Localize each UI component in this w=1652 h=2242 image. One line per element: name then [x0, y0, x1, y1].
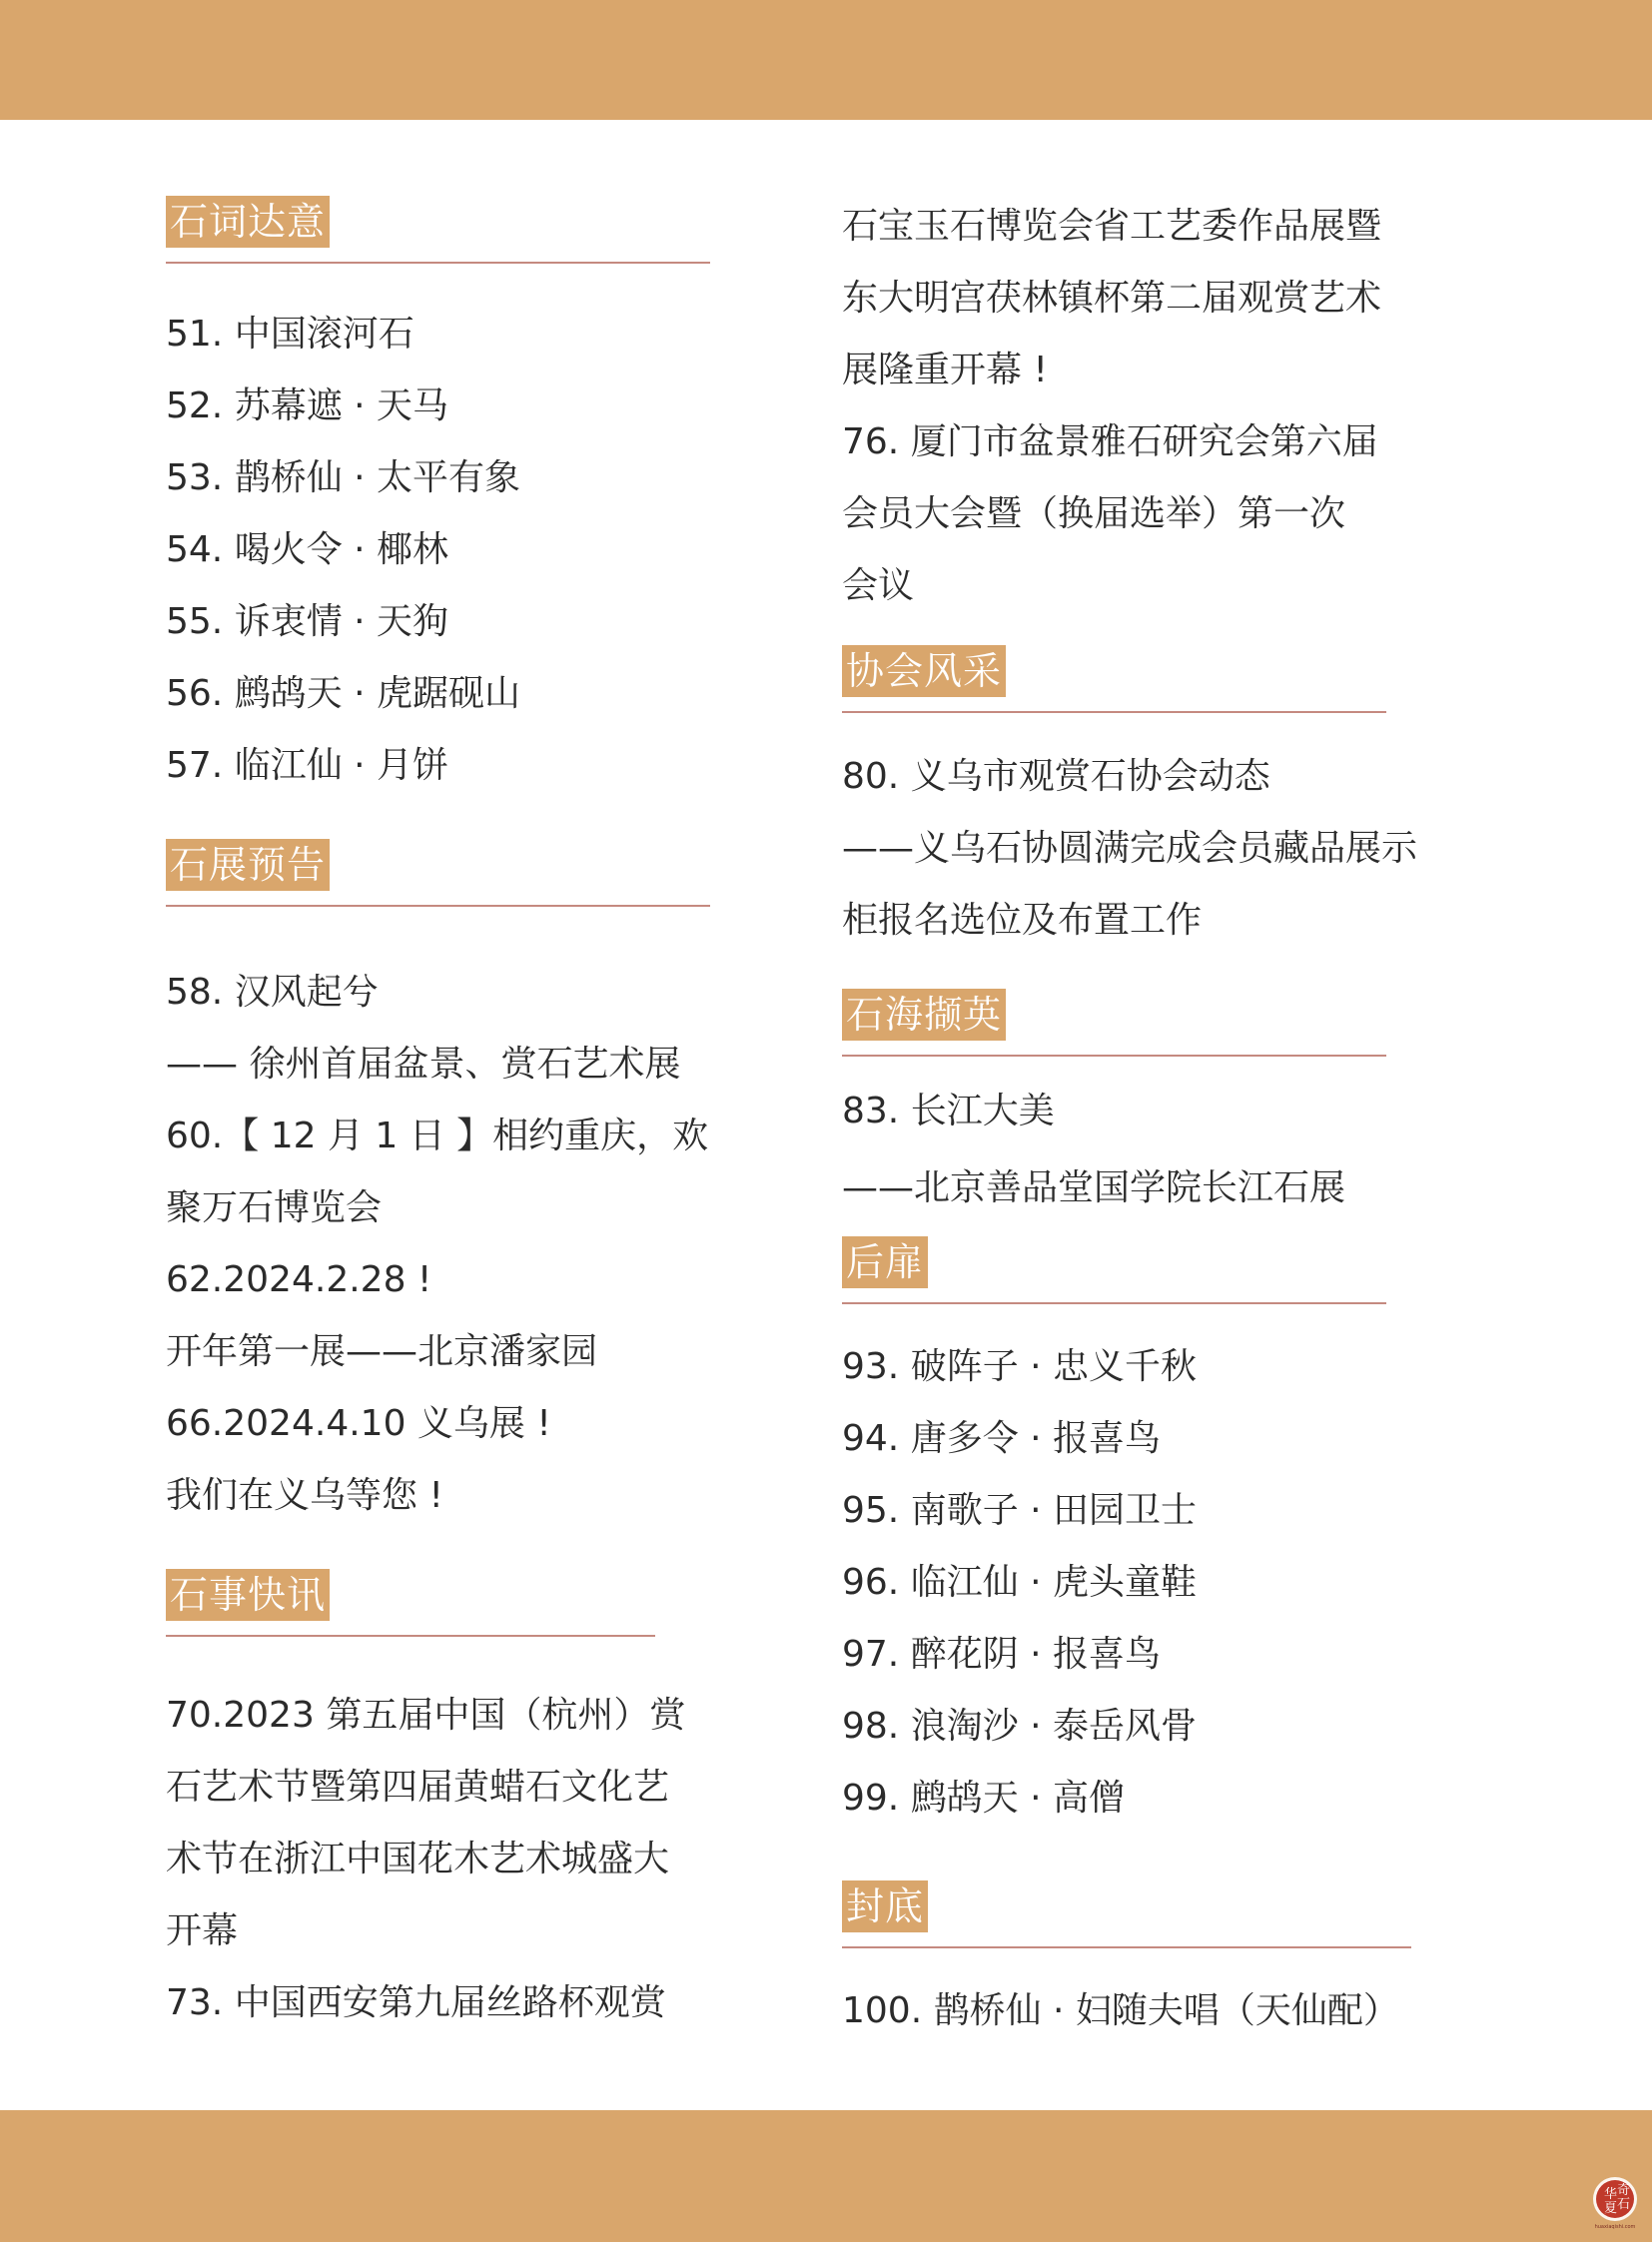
list-item: 石宝玉石博览会省工艺委作品展暨 — [842, 206, 1382, 247]
list-item: 93. 破阵子 · 忠义千秋 — [842, 1346, 1198, 1387]
list-item: 97. 醉花阴 · 报喜鸟 — [842, 1634, 1162, 1675]
list-item: 57. 临江仙 · 月饼 — [166, 745, 449, 786]
list-item: 70.2023 第五届中国（杭州）赏 — [166, 1695, 686, 1736]
svg-text:石: 石 — [1617, 2197, 1631, 2212]
list-item: 54. 喝火令 · 椰林 — [166, 529, 449, 570]
section-title: 后扉 — [842, 1236, 928, 1288]
list-item: 51. 中国滚河石 — [166, 314, 414, 355]
list-item: 96. 临江仙 · 虎头童鞋 — [842, 1562, 1198, 1603]
svg-text:夏: 夏 — [1604, 2201, 1618, 2216]
list-item: 55. 诉衷情 · 天狗 — [166, 601, 449, 642]
list-item: 95. 南歌子 · 田园卫士 — [842, 1490, 1198, 1531]
list-item: 66.2024.4.10 义乌展 ! — [166, 1403, 551, 1444]
svg-text:奇: 奇 — [1617, 2183, 1631, 2198]
list-item: 58. 汉风起兮 — [166, 972, 379, 1013]
list-item: 76. 厦门市盆景雅石研究会第六届 — [842, 421, 1378, 462]
list-item: 我们在义乌等您 ! — [166, 1475, 443, 1516]
list-item: 52. 苏幕遮 · 天马 — [166, 385, 449, 426]
list-item: ——义乌石协圆满完成会员藏品展示 — [842, 828, 1418, 869]
list-item: 98. 浪淘沙 · 泰岳风骨 — [842, 1706, 1198, 1747]
list-item: 东大明宫茯林镇杯第二届观赏艺术 — [842, 278, 1382, 319]
top-band — [0, 0, 1652, 120]
svg-text:huaxiaqishi.com: huaxiaqishi.com — [1594, 2224, 1636, 2230]
list-item: 聚万石博览会 — [166, 1187, 383, 1228]
section-rule — [842, 1946, 1411, 1948]
list-item: 100. 鹊桥仙 · 妇随夫唱（天仙配） — [842, 1990, 1399, 2031]
list-item: 53. 鹊桥仙 · 太平有象 — [166, 457, 521, 498]
section-rule — [842, 1055, 1386, 1057]
list-item: 会议 — [842, 565, 915, 606]
section-title: 石事快讯 — [166, 1569, 330, 1621]
svg-text:华: 华 — [1604, 2187, 1618, 2202]
section-rule — [842, 1302, 1386, 1304]
list-item: 开年第一展——北京潘家园 — [166, 1331, 598, 1372]
bottom-band — [0, 2110, 1652, 2242]
watermark-seal-icon — [1586, 2173, 1644, 2231]
list-item: 开幕 — [166, 1910, 239, 1951]
list-item: 柜报名选位及布置工作 — [842, 900, 1203, 941]
section-title: 协会风采 — [842, 645, 1006, 697]
list-item: 80. 义乌市观赏石协会动态 — [842, 756, 1270, 797]
section-rule — [842, 711, 1386, 713]
list-item: ——北京善品堂国学院长江石展 — [842, 1167, 1346, 1208]
section-title: 石海撷英 — [842, 989, 1006, 1041]
section-title: 石词达意 — [166, 196, 330, 248]
list-item: 术节在浙江中国花木艺术城盛大 — [166, 1839, 670, 1879]
section-title: 石展预告 — [166, 839, 330, 891]
list-item: 99. 鹧鸪天 · 高僧 — [842, 1778, 1126, 1819]
list-item: 石艺术节暨第四届黄蜡石文化艺 — [166, 1767, 670, 1808]
list-item: 60.【 12 月 1 日 】相约重庆，欢 — [166, 1116, 709, 1156]
list-item: 展隆重开幕 ! — [842, 350, 1048, 390]
list-item: 83. 长江大美 — [842, 1091, 1055, 1131]
list-item: 73. 中国西安第九届丝路杯观赏 — [166, 1982, 666, 2023]
section-rule — [166, 262, 710, 264]
section-title: 封底 — [842, 1880, 928, 1932]
section-rule — [166, 905, 710, 907]
list-item: —— 徐州首届盆景、赏石艺术展 — [166, 1044, 681, 1085]
list-item: 94. 唐多令 · 报喜鸟 — [842, 1418, 1162, 1459]
list-item: 会员大会暨（换届选举）第一次 — [842, 493, 1346, 534]
list-item: 62.2024.2.28 ! — [166, 1259, 432, 1300]
list-item: 56. 鹧鸪天 · 虎踞砚山 — [166, 673, 521, 714]
section-rule — [166, 1635, 655, 1637]
